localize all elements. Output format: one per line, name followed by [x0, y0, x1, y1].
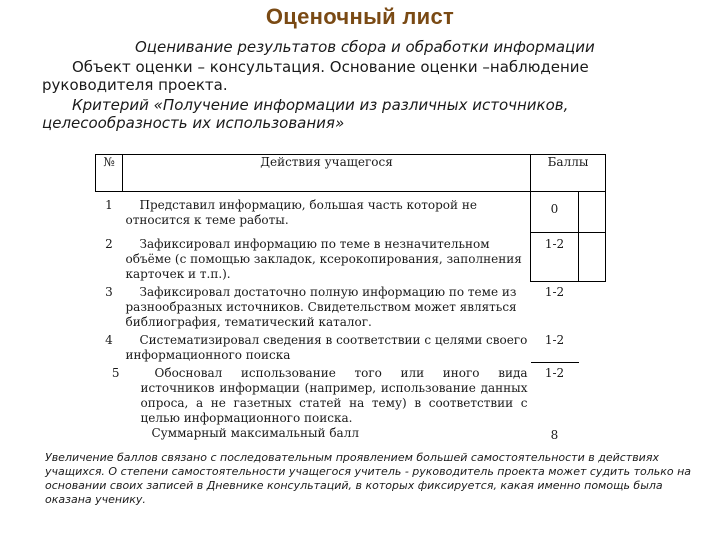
table-row [96, 233, 606, 282]
row-points: 1-2 [544, 332, 565, 347]
column-header-number: № [96, 155, 123, 192]
table-row [96, 330, 606, 363]
row-number: 4 [105, 332, 113, 347]
row-points: 1-2 [531, 233, 579, 282]
assessment-object: Объект оценки – консультация. Основание оценки –наблюдение руководителя проекта. [42, 58, 589, 94]
page-title: Оценочный лист [265, 4, 455, 29]
table-row [96, 282, 606, 330]
subtitle: Оценивание результатов сбора и обработки информации [135, 38, 595, 56]
empty-cell [579, 330, 606, 363]
row-action: Зафиксировал информацию по теме в незначительном объёме (с помощью закладок, ксерокопирования, заполнения карточек и т.п.). [125, 236, 522, 281]
empty-cell [579, 363, 606, 426]
row-action: Обосновал использование того или иного вида источников информации (например, использование данных опроса, а не газетных статей на тему) в соответствии с целью информационного поиска. [140, 365, 528, 425]
row-action: Зафиксировал достаточно полную информацию по теме из разнообразных источников. Свидетельством может являться библиография, тематический каталог. [125, 284, 517, 329]
assessment-criterion: Критерий «Получение информации из различных источников, целесообразность их использования» [42, 96, 569, 132]
row-number: 1 [105, 198, 113, 212]
empty-cell [579, 233, 606, 282]
total-label: Суммарный максимальный балл [151, 425, 359, 440]
table-header-row [96, 155, 606, 192]
column-header-points: Баллы [531, 155, 606, 192]
evaluation-table [95, 154, 606, 443]
table-row [96, 192, 606, 233]
footnote: Увеличение баллов связано с последовательным проявлением большей самостоятельности в действиях учащихся. О степени самостоятельности учащегося учитель - руководитель проекта может судить только на основании своих записей в Дневнике консультаций, в которых фиксируется, какая именно помощь была оказана ученику. [45, 451, 692, 506]
row-action: Представил информацию, большая часть которой не относится к теме работы. [125, 198, 477, 227]
row-action: Систематизировал сведения в соответствии с целями своего информационного поиска [125, 332, 528, 362]
total-points: 8 [550, 427, 559, 442]
empty-cell [579, 192, 606, 233]
row-points: 1-2 [531, 363, 579, 426]
row-number: 2 [105, 236, 113, 251]
empty-cell [579, 282, 606, 330]
row-points: 0 [531, 192, 579, 233]
row-points: 1-2 [544, 285, 565, 299]
row-number: 3 [105, 284, 113, 299]
table-row [96, 363, 606, 426]
table-total-row [96, 426, 606, 443]
row-number: 5 [111, 365, 120, 380]
column-header-actions: Действия учащегося [123, 155, 531, 192]
